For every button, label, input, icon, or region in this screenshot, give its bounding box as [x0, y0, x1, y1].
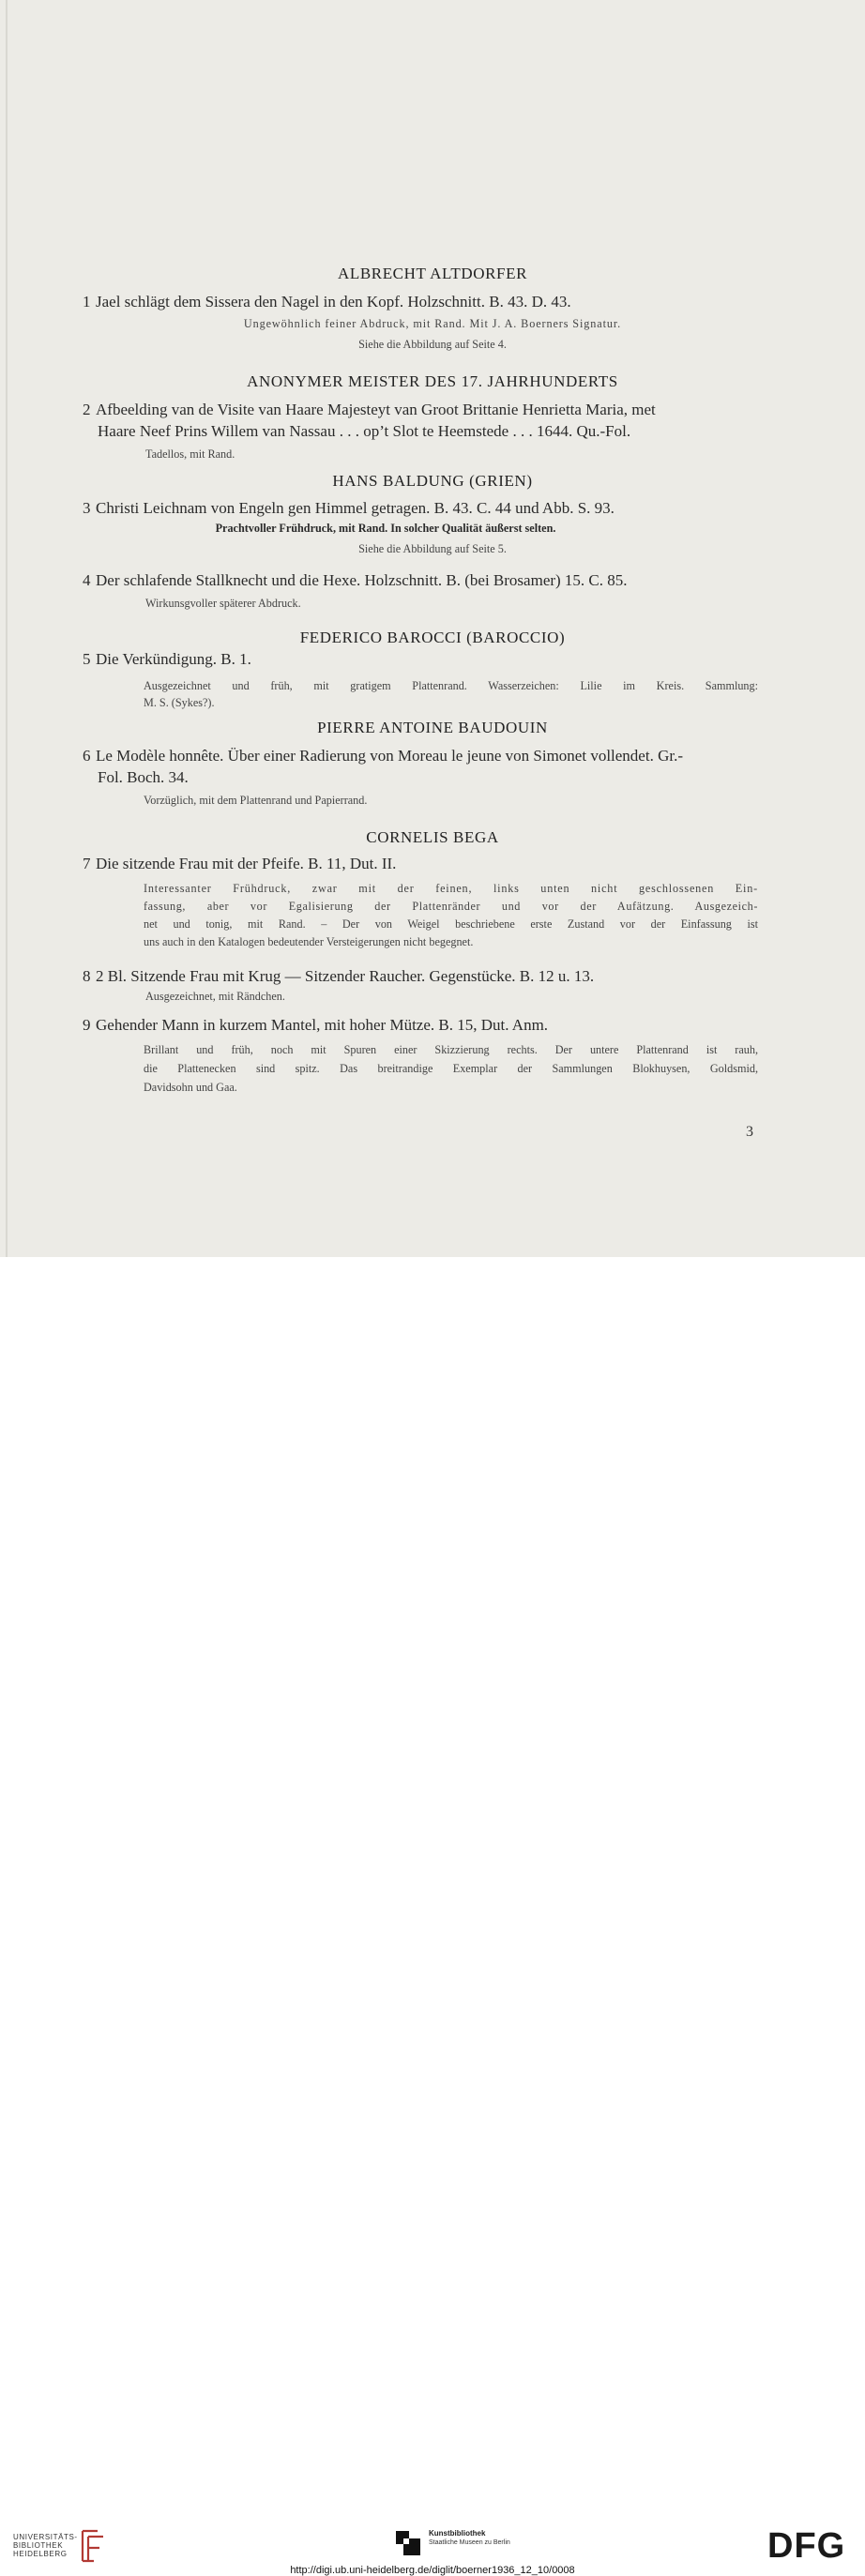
uni-line-2: BIBLIOTHEK — [13, 2541, 64, 2550]
lot-title: Die sitzende Frau mit der Pfeife. B. 11, Dut. II. — [96, 855, 397, 872]
lot-5-note-cont: M. S. (Sykes?). — [144, 696, 215, 709]
lot-5 — [83, 649, 251, 670]
lot-number: 8 — [83, 967, 91, 985]
lot-3-reference: Siehe die Abbildung auf Seite 5. — [358, 542, 507, 555]
lot-6 — [83, 746, 683, 766]
lot-title: Christi Leichnam von Engeln gen Himmel getragen. B. 43. C. 44 und Abb. S. 93. — [96, 499, 615, 517]
page-number: 3 — [746, 1124, 753, 1140]
lot-title: Jael schlägt dem Sissera den Nagel in den Kopf. Holzschnitt. B. 43. D. 43. — [96, 293, 571, 311]
lot-number: 7 — [83, 855, 91, 872]
lot-7-note-2: fassung, aber vor Egalisierung der Plattenränder und vor der Aufätzung. Ausgezeich- — [144, 900, 758, 913]
footer-bar — [0, 1257, 865, 2576]
kunstbibliothek-subtitle: Staatliche Museen zu Berlin — [429, 2539, 510, 2546]
lot-5-note: Ausgezeichnet und früh, mit gratigem Plattenrand. Wasserzeichen: Lilie im Kreis. Sammlung: — [144, 679, 758, 692]
kunstbibliothek-logo-icon — [394, 2529, 422, 2557]
lot-7 — [83, 854, 396, 874]
lot-1-note: Ungewöhnlich feiner Abdruck, mit Rand. Mit J. A. Boerners Signatur. — [243, 317, 622, 330]
lot-number: 1 — [83, 293, 91, 311]
lot-9-note-2: die Plattenecken sind spitz. Das breitrandige Exemplar der Sammlungen Blokhuysen, Goldsmid, — [144, 1062, 758, 1075]
lot-1 — [83, 292, 571, 312]
lot-number: 5 — [83, 650, 91, 668]
lot-number: 4 — [83, 571, 91, 589]
source-url[interactable]: http://digi.ub.uni-heidelberg.de/diglit/boerner1936_12_10/0008 — [290, 2565, 575, 2576]
lot-1-reference: Siehe die Abbildung auf Seite 4. — [358, 338, 507, 351]
lot-9 — [83, 1015, 548, 1036]
lot-title: Der schlafende Stallknecht und die Hexe. Holzschnitt. B. (bei Brosamer) 15. C. 85. — [96, 571, 628, 589]
catalog-page — [0, 0, 865, 1257]
lot-7-note-1: Interessanter Frühdruck, zwar mit der feinen, links unten nicht geschlossenen Ein- — [144, 882, 758, 895]
lot-2 — [83, 400, 656, 420]
lot-title: Die Verkündigung. B. 1. — [96, 650, 251, 668]
heading-altdorfer: ALBRECHT ALTDORFER — [337, 265, 528, 282]
lot-title: Le Modèle honnête. Über einer Radierung von Moreau le jeune von Simonet vollendet. Gr.- — [96, 747, 683, 765]
lot-6-continuation: Fol. Boch. 34. — [98, 768, 189, 786]
heading-barocci: FEDERICO BAROCCI (BAROCCIO) — [299, 629, 566, 646]
lot-9-note-3: Davidsohn und Gaa. — [144, 1081, 237, 1094]
lot-4 — [83, 570, 628, 591]
uni-line-3: HEIDELBERG — [13, 2550, 68, 2558]
lot-title: Afbeelding van de Visite van Haare Majesteyt van Groot Brittanie Henrietta Maria, met — [96, 401, 656, 418]
heidelberg-logo-icon — [77, 2527, 107, 2565]
lot-3-note: Prachtvoller Frühdruck, mit Rand. In solcher Qualität äußerst selten. — [215, 522, 556, 535]
heading-bega: CORNELIS BEGA — [366, 828, 499, 846]
lot-number: 6 — [83, 747, 91, 765]
heading-baldung: HANS BALDUNG (GRIEN) — [332, 472, 533, 490]
heading-anonymer: ANONYMER MEISTER DES 17. JAHRHUNDERTS — [247, 372, 618, 390]
uni-line-1: UNIVERSITÄTS- — [13, 2533, 78, 2541]
kunstbibliothek-title: Kunstbibliothek — [429, 2529, 486, 2538]
lot-8 — [83, 966, 594, 987]
dfg-logo: DFG — [767, 2526, 846, 2566]
lot-number: 9 — [83, 1016, 91, 1034]
lot-2-note: Tadellos, mit Rand. — [145, 447, 235, 461]
lot-title: Gehender Mann in kurzem Mantel, mit hoher Mütze. B. 15, Dut. Anm. — [96, 1016, 549, 1034]
lot-2-continuation: Haare Neef Prins Willem van Nassau . . . op’t Slot te Heemstede . . . 1644. Qu.-Fol. — [98, 422, 631, 440]
lot-3 — [83, 498, 615, 519]
lot-number: 3 — [83, 499, 91, 517]
lot-7-note-3: net und tonig, mit Rand. – Der von Weigel beschriebene erste Zustand vor der Einfassung ist — [144, 917, 758, 931]
lot-9-note-1: Brillant und früh, noch mit Spuren einer Skizzierung rechts. Der untere Plattenrand ist rauh, — [144, 1043, 758, 1056]
lot-8-note: Ausgezeichnet, mit Rändchen. — [145, 990, 285, 1003]
lot-4-note: Wirkunsgvoller späterer Abdruck. — [145, 597, 301, 610]
lot-6-note: Vorzüglich, mit dem Plattenrand und Papierrand. — [144, 794, 368, 807]
lot-7-note-4: uns auch in den Katalogen bedeutender Versteigerungen nicht begegnet. — [144, 935, 474, 948]
lot-number: 2 — [83, 401, 91, 418]
university-library-name — [13, 2533, 78, 2558]
lot-title: 2 Bl. Sitzende Frau mit Krug — Sitzender Raucher. Gegenstücke. B. 12 u. 13. — [96, 967, 595, 985]
heading-baudouin: PIERRE ANTOINE BAUDOUIN — [317, 719, 548, 736]
